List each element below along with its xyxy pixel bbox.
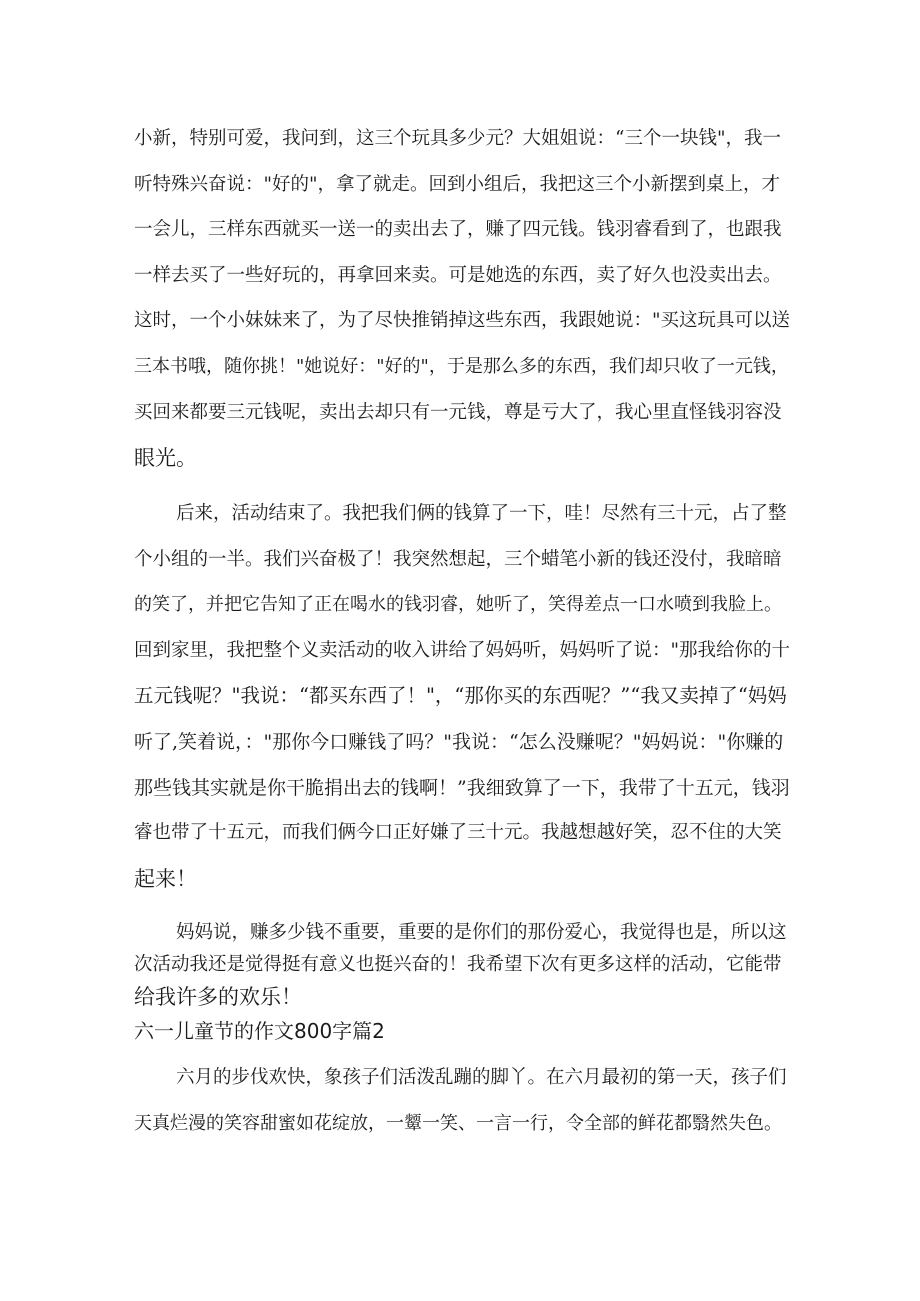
section-heading: 六一儿童节的作文800字篇2 [134,1019,385,1043]
text-line: 这时，一个小妹妹来了，为了尽快推销掉这些东西，我跟她说："买这玩具可以送 [134,310,791,331]
text-line: 一会儿，三样东西就买一送一的卖出去了，赚了四元钱。钱羽睿看到了，也跟我 [134,219,782,240]
text-line: 那些钱其实就是你干脆捐出去的钱啊！”我细致算了一下，我带了十五元，钱羽 [134,777,790,799]
text-line: 小新，特别可爱，我问到，这三个玩具多少元？大姐姐说：“三个一块钱"，我一 [134,128,781,149]
text-line: 天真烂漫的笑容甜蜜如花绽放，一颦一笑、一言一行，令全部的鲜花都翳然失色。 [134,1113,782,1134]
text-line: 个小组的一半。我们兴奋极了！我突然想起，三个蜡笔小新的钱还没付，我暗暗 [134,549,782,570]
text-line: 三本书哦，随你挑！"她说好："好的"，于是那么多的东西，我们却只收了一元钱， [134,356,789,377]
text-line: 起来！ [134,867,197,891]
text-line: 给我许多的欢乐！ [134,985,302,1009]
text-line: 听特殊兴奋说："好的"，拿了就走。回到小组后，我把这三个小新摆到桌上，才 [134,174,781,195]
text-line: 五元钱呢？"我说：“都买东西了！"，“那你买的东西呢？”“我又卖掉了“妈妈 [134,684,787,707]
text-line: 眼光。 [134,446,197,470]
text-line: 次活动我还是觉得挺有意义也挺兴奋的！我希望下次有更多这样的活动，它能带 [134,954,782,975]
text-line: 的笑了，并把它告知了正在喝水的钱羽睿，她听了，笑得差点一口水喷到我脸上。 [134,594,782,615]
text-line: 后来，活动结束了。我把我们俩的钱算了一下，哇！尽然有三十元，占了整 [176,503,787,524]
text-line: 一样去买了一些好玩的，再拿回来卖。可是她选的东西，卖了好久也没卖出去。 [134,265,782,286]
text-line: 听了,笑着说，："那你今口赚钱了吗？"我说：“怎么没赚呢？"妈妈说："你赚的 [134,731,784,753]
text-line: 买回来都要三元钱呢，卖出去却只有一元钱，尊是亏大了，我心里直怪钱羽容没 [134,402,782,423]
text-line: 回到家里，我把整个义卖活动的收入讲给了妈妈听，妈妈听了说："那我给你的十 [134,640,791,661]
text-line: 睿也带了十五元，而我们俩今口正好嫌了三十元。我越想越好笑，忍不住的大笑 [134,822,782,843]
text-line: 六月的步伐欢快，象孩子们活泼乱蹦的脚丫。在六月最初的第一天，孩子们 [176,1067,787,1088]
text-line: 妈妈说，赚多少钱不重要，重要的是你们的那份爱心，我觉得也是，所以这 [176,922,787,943]
